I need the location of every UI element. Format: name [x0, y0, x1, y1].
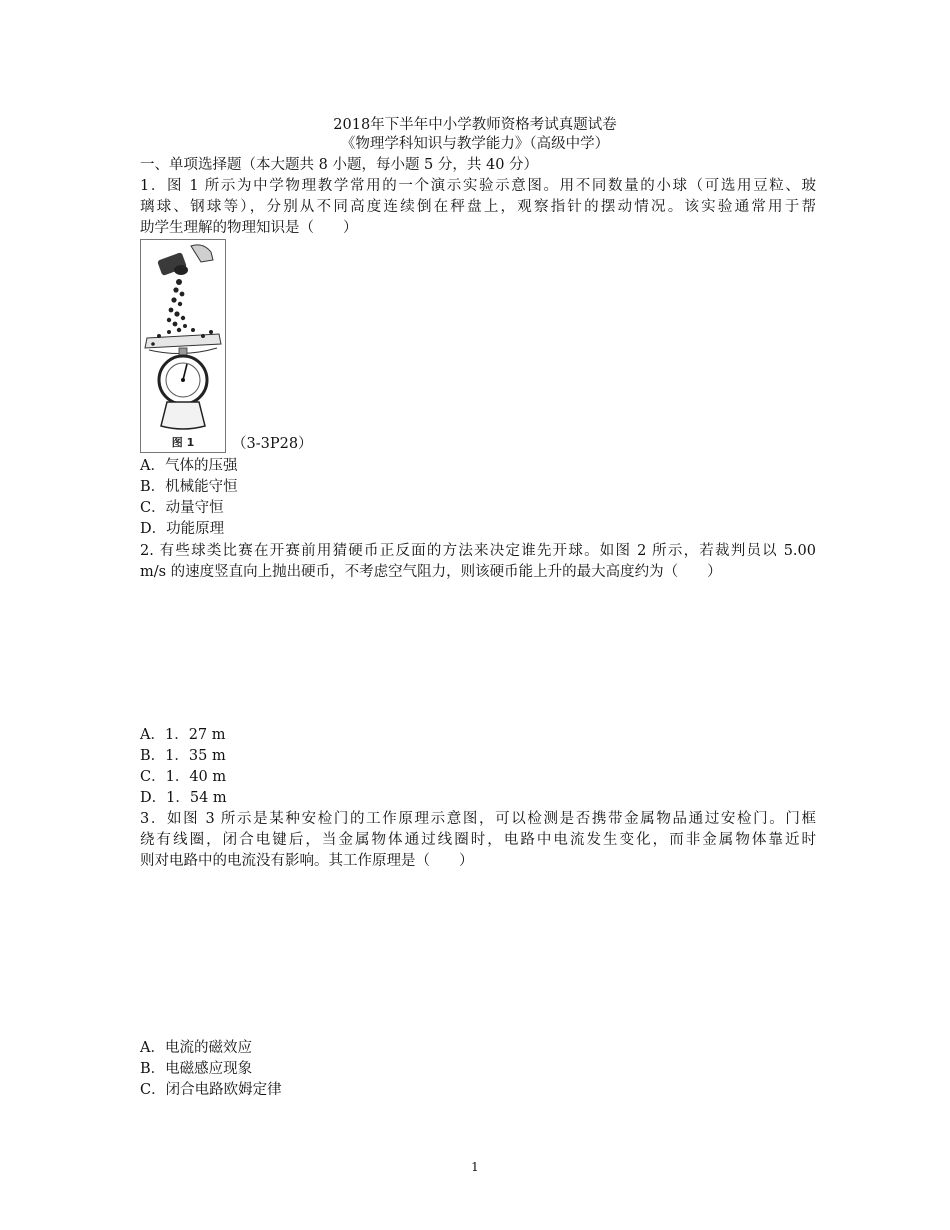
q3-option-a: A．电流的磁效应: [140, 1040, 252, 1056]
q2-option-a: A．1．27 m: [140, 727, 226, 743]
q2-stem-line-1: 2. 有些球类比赛在开赛前用猜硬币正反面的方法来决定谁先开球。如图 2 所示，若裁判员以 5.00: [140, 543, 816, 559]
q3-option-c: C．闭合电路欧姆定律: [140, 1082, 282, 1098]
figure-1-caption: 图 1: [171, 436, 195, 449]
q3-stem-line-3: 则对电路中的电流没有影响。其工作原理是（ ）: [140, 853, 474, 869]
figure-1-scale-demo: [140, 239, 226, 453]
q2-stem-line-2: m/s 的速度竖直向上抛出硬币，不考虑空气阻力，则该硬币能上升的最大高度约为（ ）: [140, 564, 722, 580]
q1-option-c: C．动量守恒: [140, 500, 224, 516]
q2-option-b: B．1．35 m: [140, 748, 226, 764]
q3-stem-line-2: 绕有线圈，闭合电键后，当金属物体通过线圈时，电路中电流发生变化，而非金属物体靠近时: [140, 832, 816, 848]
q1-stem-line-2: 璃球、钢球等），分别从不同高度连续倒在秤盘上，观察指针的摆动情况。该实验通常用于帮: [140, 199, 816, 215]
q1-option-a: A．气体的压强: [140, 458, 238, 474]
q3-option-b: B．电磁感应现象: [140, 1061, 253, 1077]
document-title: 2018年下半年中小学教师资格考试真题试卷: [333, 117, 617, 133]
q2-option-c: C．1．40 m: [140, 769, 227, 785]
section-heading: 一、单项选择题（本大题共 8 小题，每小题 5 分，共 40 分）: [140, 157, 539, 173]
document-subtitle: 《物理学科知识与教学能力》（高级中学）: [340, 136, 610, 152]
q1-option-b: B．机械能守恒: [140, 479, 238, 495]
scale-illustration: [141, 240, 225, 438]
q1-stem-line-3: 助学生理解的物理知识是（ ）: [140, 220, 358, 236]
q1-stem-line-1: 1．图 1 所示为中学物理教学常用的一个演示实验示意图。用不同数量的小球（可选用豆粒、玻: [140, 178, 816, 194]
q2-option-d: D．1．54 m: [140, 790, 227, 806]
q3-stem-line-1: 3．如图 3 所示是某种安检门的工作原理示意图，可以检测是否携带金属物品通过安检门。门框: [140, 811, 816, 827]
figure-1-reference: （3-3P28）: [232, 436, 313, 452]
page-number: 1: [471, 1160, 479, 1174]
q1-option-d: D．功能原理: [140, 521, 225, 537]
